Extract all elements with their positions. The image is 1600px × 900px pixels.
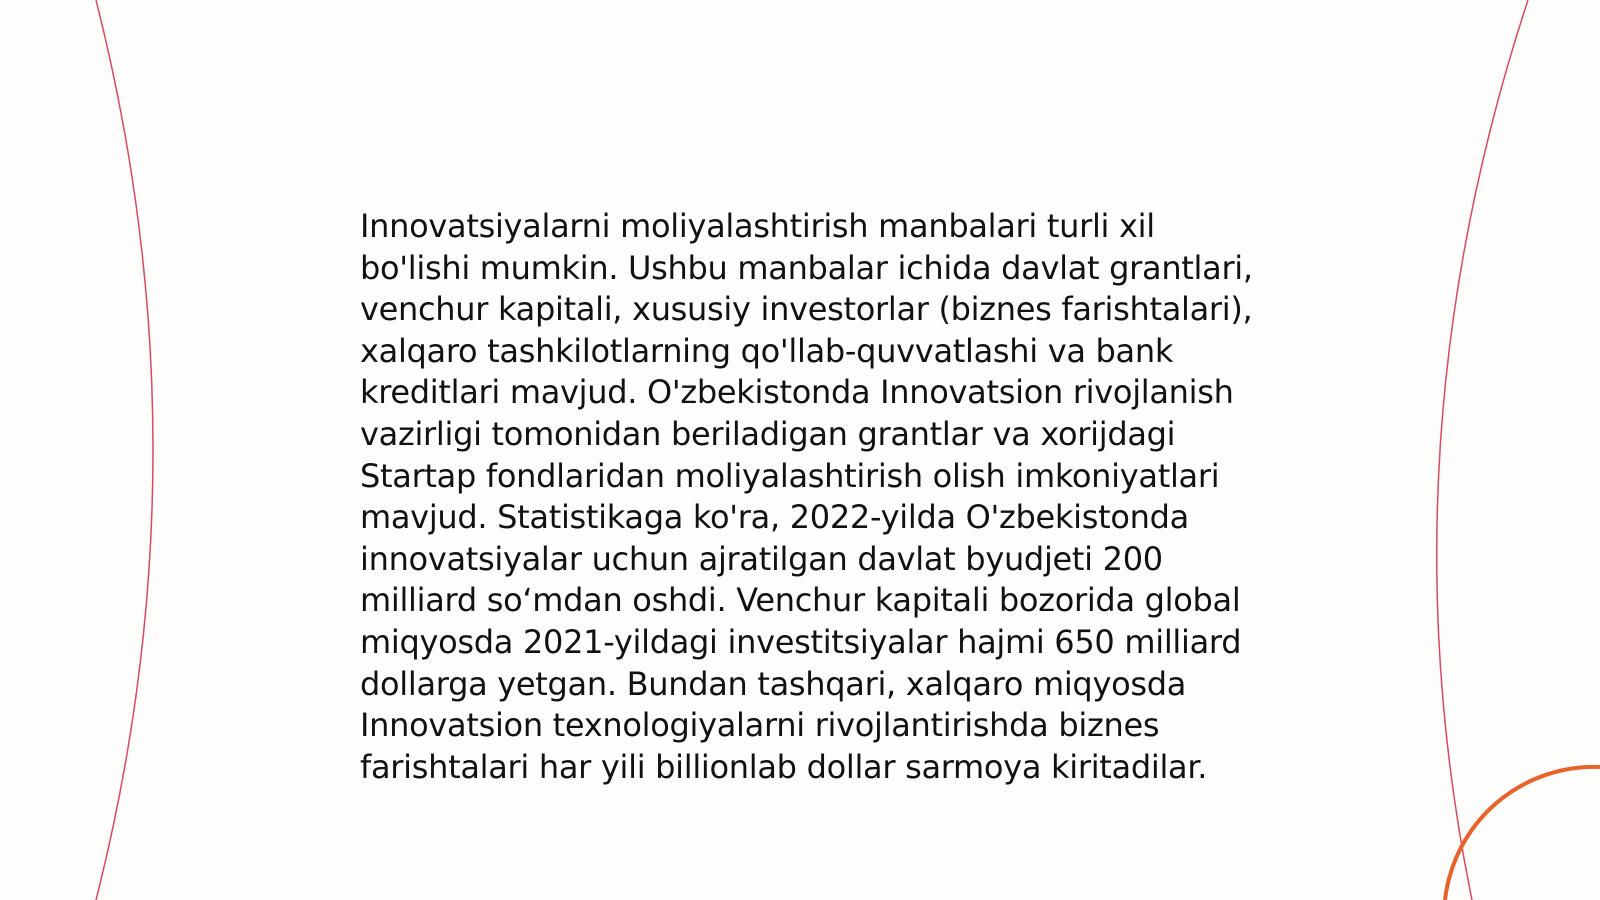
body-text: Innovatsiyalarni moliyalashtirish manbalari turli xil bo'lishi mumkin. Ushbu manbalar ichida davlat grantlari, venchur kapitali, xususiy investorlar (biznes farishtalari), xalqaro tashkilotlarning qo'llab-quvvatlashi va bank kreditlari mavjud. O'zbekistonda Innovatsion rivojlanish vazirligi tomonidan beriladigan grantlar va xorijdagi Startap fondlaridan moliyalashtirish olish imkoniyatlari mavjud. Statistikaga ko'ra, 2022-yilda O'zbekistonda innovatsiyalar uchun ajratilgan davlat byudjeti 200 milliard so‘mdan oshdi. Venchur kapitali bozorida global miqyosda 2021-yildagi investitsiyalar hajmi 650 milliard dollarga yetgan. Bundan tashqari, xalqaro miqyosda Innovatsion texnologiyalarni rivojlantirishda biznes farishtalari har yili billionlab dollar sarmoya kiritadilar. bbox=[360, 207, 1253, 786]
left-red-arc bbox=[96, 0, 153, 900]
right-red-arc bbox=[1437, 0, 1528, 900]
